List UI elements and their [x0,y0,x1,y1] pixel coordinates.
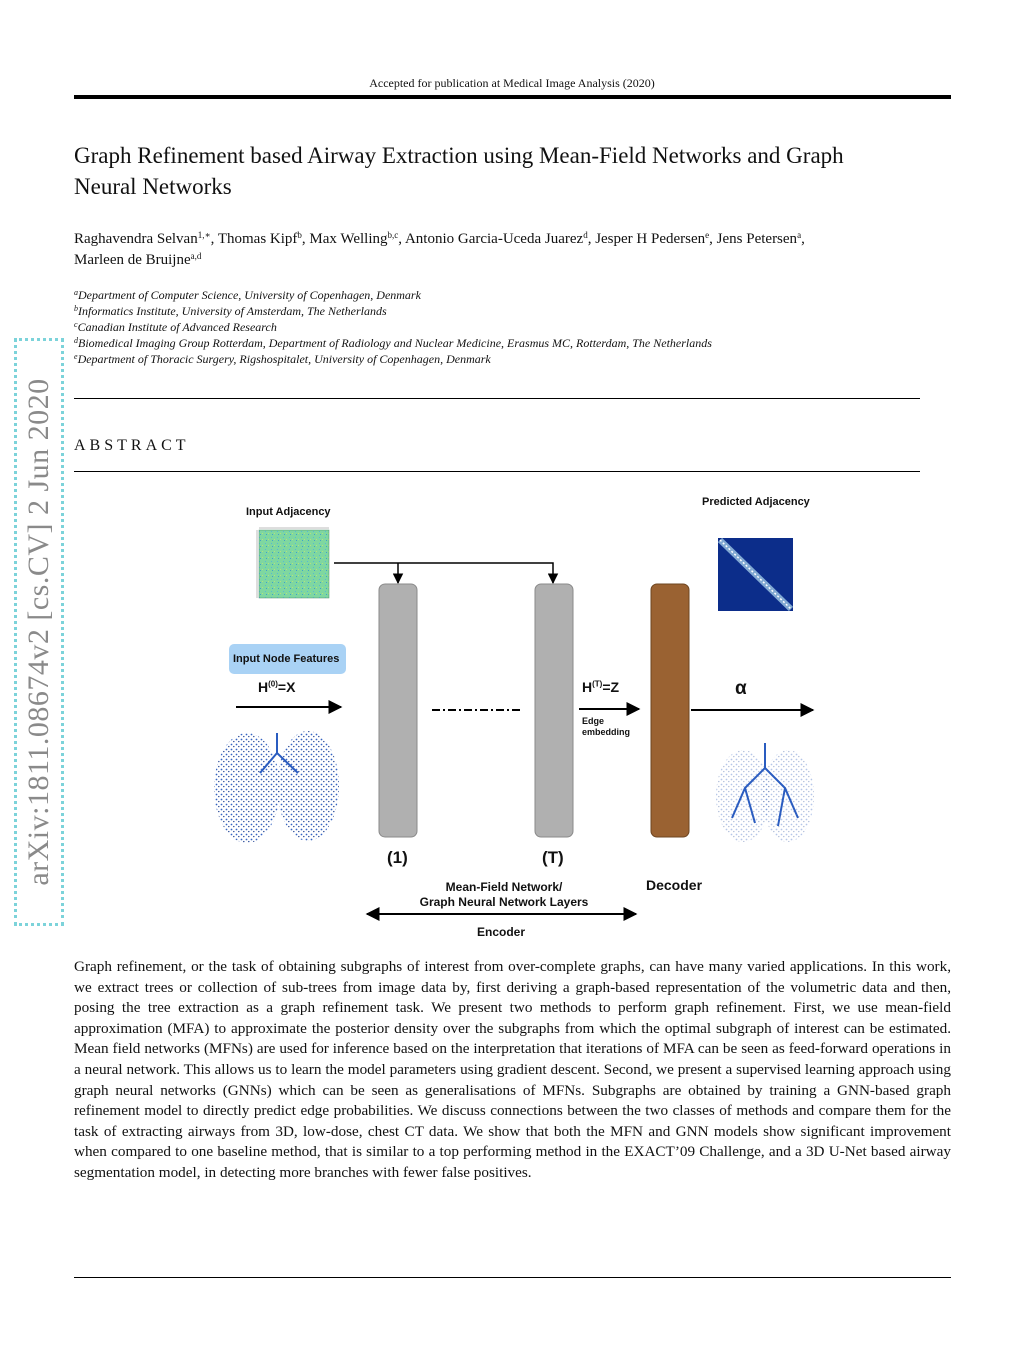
figure-graphics [180,488,880,948]
title-line-2: Neural Networks [74,174,232,199]
author: Jesper H Pedersen$^e$, [595,230,717,247]
airway-tree-right [716,743,814,842]
decoder-label: Decoder [646,877,703,893]
architecture-figure [180,488,880,948]
layer-1-bar [379,584,417,837]
author: Max Welling$^{b,c}$, [309,230,405,247]
affiliation: $^d$Biomedical Imaging Group Rotterdam, Department of Radiology and Nuclear Medicine, Erasmus MC, Rotterdam, The Netherlands [74,336,712,350]
edge-embedding-label: Edge embedding [582,716,631,737]
running-head: Accepted for publication at Medical Image Analysis (2020) [369,76,655,90]
encoder-label: Encoder [477,925,526,939]
airway-tree-left [214,731,339,843]
author: Marleen de Bruijne$^{a,d}$ [74,251,202,268]
layer-t-bar [535,584,573,837]
author: Antonio Garcia-Uceda Juarez$^d$, [404,230,596,247]
abstract-heading: ABSTRACT [74,437,190,454]
author-list [74,229,954,271]
title-line-1: Graph Refinement based Airway Extraction using Mean-Field Networks and Graph [74,143,844,168]
predicted-adjacency-label: Predicted Adjacency [702,496,810,508]
footer-rule [74,1277,951,1278]
alpha-label: α [735,678,747,699]
h0-label: $H^{(0)}=X$ [258,679,296,695]
layer-1-label: (1) [387,848,408,867]
arxiv-sidebar [14,338,64,926]
mfn-gnn-label: Mean-Field Network/ Graph Neural Network Layers [419,880,589,909]
layer-t-label: (T) [542,848,564,867]
affiliation: $^b$Informatics Institute, University of Amsterdam, The Netherlands [74,304,387,318]
affiliation: $^e$Department of Thoracic Surgery, Rigshospitalet, University of Copenhagen, Denmark [74,352,491,366]
input-node-features-label: Input Node Features [233,653,340,665]
input-adjacency-matrix [259,530,329,598]
decoder-bar [651,584,689,837]
abstract-text: Graph refinement, or the task of obtaining subgraphs of interest from over-complete graphs, can have many varied applications. In this work, we extract trees or collection of sub-trees from image data by, first deriving a graph-based representation of the volumetric data and then, posing the tree extraction as a graph refinement task. We present two methods to perform graph refinement. First, we use mean-field approximation (MFA) to approximate the posterior density over the subgraphs from which the optimal subgraph of interest can be estimated. Mean field networks (MFNs) are used for inference based on the interpretation that iterations of MFA can be seen as feed-forward operations in a neural network. This allows us to learn the model parameters using gradient descent. Second, we present a supervised learning approach using graph neural networks (GNNs) which can be seen as generalisations of MFNs. Subgraphs are obtained by training a GNN-based graph refinement model to directly predict edge probabilities. We discuss connections between the two classes of methods and compare them for the task of extracting airways from 3D, low-dose, chest CT data. We show that both the MFN and GNN models show significant improvement when compared to one baseline method, that is similar to a top performing method in the EXACT’09 Challenge, and a 3D U-Net based airway segmentation model, in detecting more branches with fewer false positives. [74,958,951,1181]
ht-label: $H^{(T)}=Z$ [582,679,620,695]
arxiv-id: arXiv:1811.08674v2 [cs.CV] 2 Jun 2020 [22,378,55,886]
adjacency-arrow [334,563,553,583]
affiliation-list [74,287,954,367]
affiliation: $^c$Canadian Institute of Advanced Research [74,320,277,334]
section-rule [74,471,920,472]
author: Jens Petersen$^a$, [716,230,805,247]
section-rule [74,398,920,399]
author: Raghavendra Selvan$^{1,∗}$, [74,230,218,247]
affiliation: $^a$Department of Computer Science, University of Copenhagen, Denmark [74,288,421,302]
header-rule [74,95,951,99]
input-adjacency-label: Input Adjacency [246,506,331,518]
paper-title [74,140,944,202]
author: Thomas Kipf$^b$, [217,230,310,247]
